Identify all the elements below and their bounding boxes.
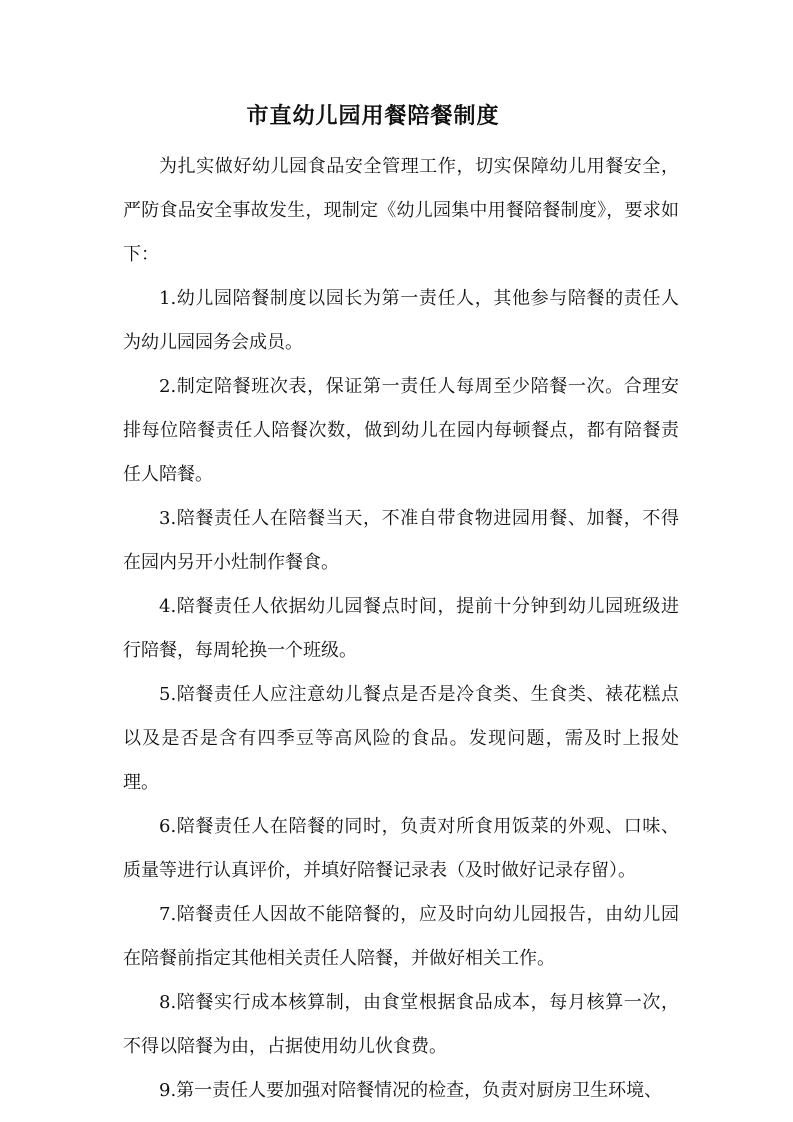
document-body [123, 145, 679, 1113]
rule-item-9: 9.第一责任人要加强对陪餐情况的检查，负责对厨房卫生环境、 [159, 1080, 663, 1101]
rule-item-2: 2.制定陪餐班次表，保证第一责任人每周至少陪餐一次。合理安排每位陪餐责任人陪餐次数，做到幼儿在园内每顿餐点，都有陪餐责任人陪餐。 [123, 376, 679, 485]
document-title: 市直幼儿园用餐陪餐制度 [246, 104, 500, 129]
rule-item-7: 7.陪餐责任人因故不能陪餐的，应及时向幼儿园报告，由幼儿园在陪餐前指定其他相关责任人陪餐，并做好相关工作。 [123, 904, 679, 969]
rule-item-3: 3.陪餐责任人在陪餐当天，不准自带食物进园用餐、加餐，不得在园内另开小灶制作餐食。 [123, 508, 679, 573]
rule-item-1: 1.幼儿园陪餐制度以园长为第一责任人，其他参与陪餐的责任人为幼儿园园务会成员。 [123, 288, 679, 353]
rule-item-8: 8.陪餐实行成本核算制，由食堂根据食品成本，每月核算一次，不得以陪餐为由，占据使用幼儿伙食费。 [123, 992, 679, 1057]
rule-item-5: 5.陪餐责任人应注意幼儿餐点是否是冷食类、生食类、裱花糕点以及是否是含有四季豆等高风险的食品。发现问题，需及时上报处理。 [123, 684, 679, 793]
rule-item-4: 4.陪餐责任人依据幼儿园餐点时间，提前十分钟到幼儿园班级进行陪餐，每周轮换一个班级。 [123, 596, 679, 661]
intro-paragraph: 为扎实做好幼儿园食品安全管理工作，切实保障幼儿用餐安全，严防食品安全事故发生，现制定《幼儿园集中用餐陪餐制度》，要求如下： [123, 156, 679, 265]
rule-item-6: 6.陪餐责任人在陪餐的同时，负责对所食用饭菜的外观、口味、质量等进行认真评价，并填好陪餐记录表（及时做好记录存留）。 [123, 816, 679, 881]
